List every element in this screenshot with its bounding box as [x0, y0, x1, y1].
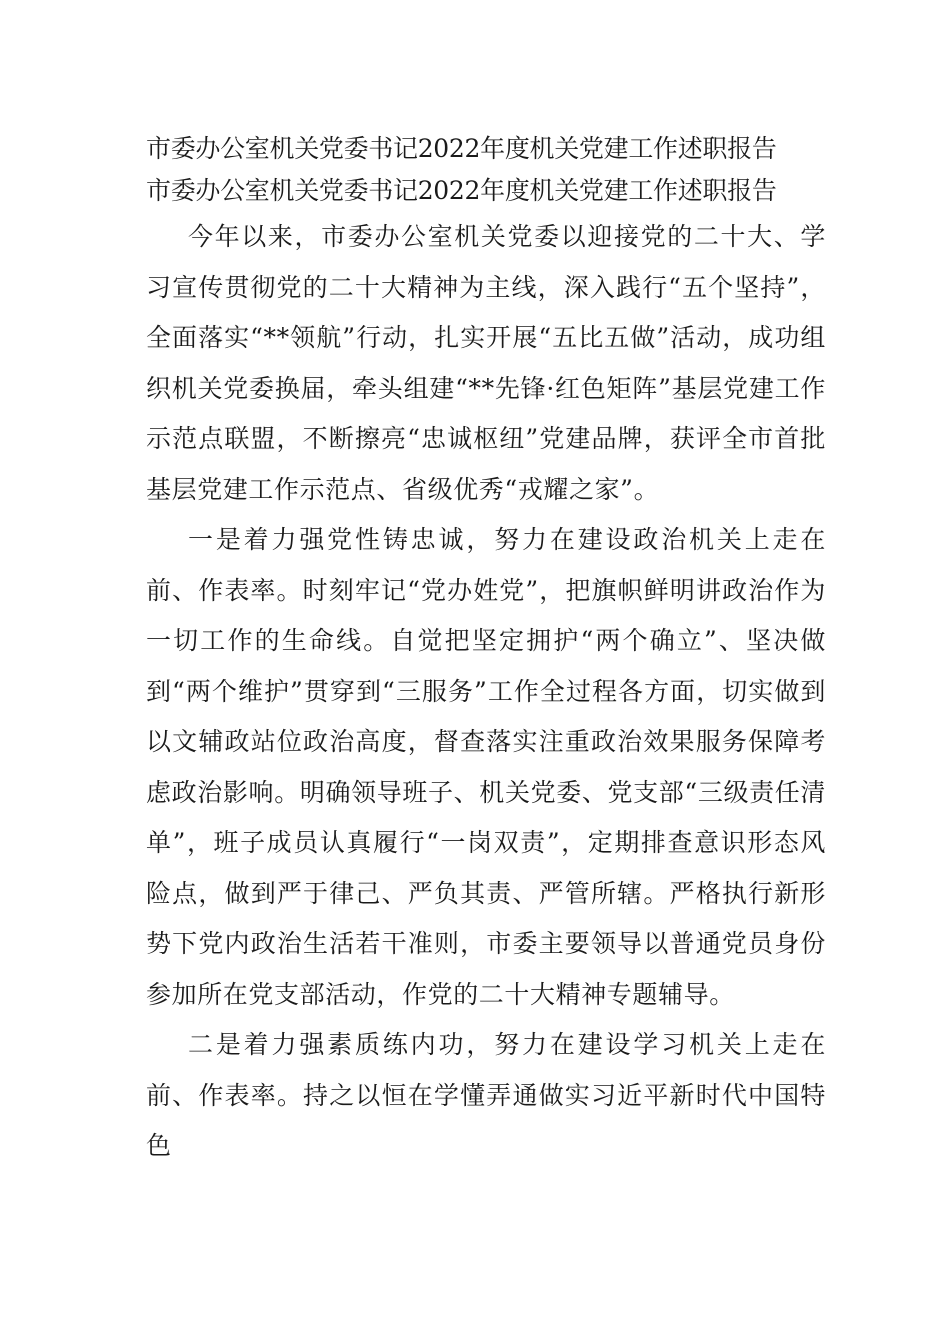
paragraph-point-two: 二是着力强素质练内功，努力在建设学习机关上走在前、作表率。持之以恒在学懂弄通做实习近平新时代中国特色: [146, 1030, 826, 1160]
paragraph-intro: 今年以来，市委办公室机关党委以迎接党的二十大、学习宣传贯彻党的二十大精神为主线，深入践行“五个坚持”，全面落实“**领航”行动，扎实开展“五比五做”活动，成功组织机关党委换届，牵头组建“**先锋·红色矩阵”基层党建工作示范点联盟，不断擦亮“忠诚枢纽”党建品牌，获评全市首批基层党建工作示范点、省级优秀“戎耀之家”。: [146, 222, 826, 504]
document-title: 市委办公室机关党委书记2022年度机关党建工作述职报告: [146, 134, 777, 163]
document-title-repeat: 市委办公室机关党委书记2022年度机关党建工作述职报告: [146, 176, 777, 205]
paragraph-point-one: 一是着力强党性铸忠诚，努力在建设政治机关上走在前、作表率。时刻牢记“党办姓党”，把旗帜鲜明讲政治作为一切工作的生命线。自觉把坚定拥护“两个确立”、坚决做到“两个维护”贯穿到“三服务”工作全过程各方面，切实做到以文辅政站位政治高度，督查落实注重政治效果服务保障考虑政治影响。明确领导班子、机关党委、党支部“三级责任清单”，班子成员认真履行“一岗双责”，定期排查意识形态风险点，做到严于律己、严负其责、严管所辖。严格执行新形势下党内政治生活若干准则，市委主要领导以普通党员身份参加所在党支部活动，作党的二十大精神专题辅导。: [146, 525, 826, 1009]
document-body: [146, 128, 826, 1172]
